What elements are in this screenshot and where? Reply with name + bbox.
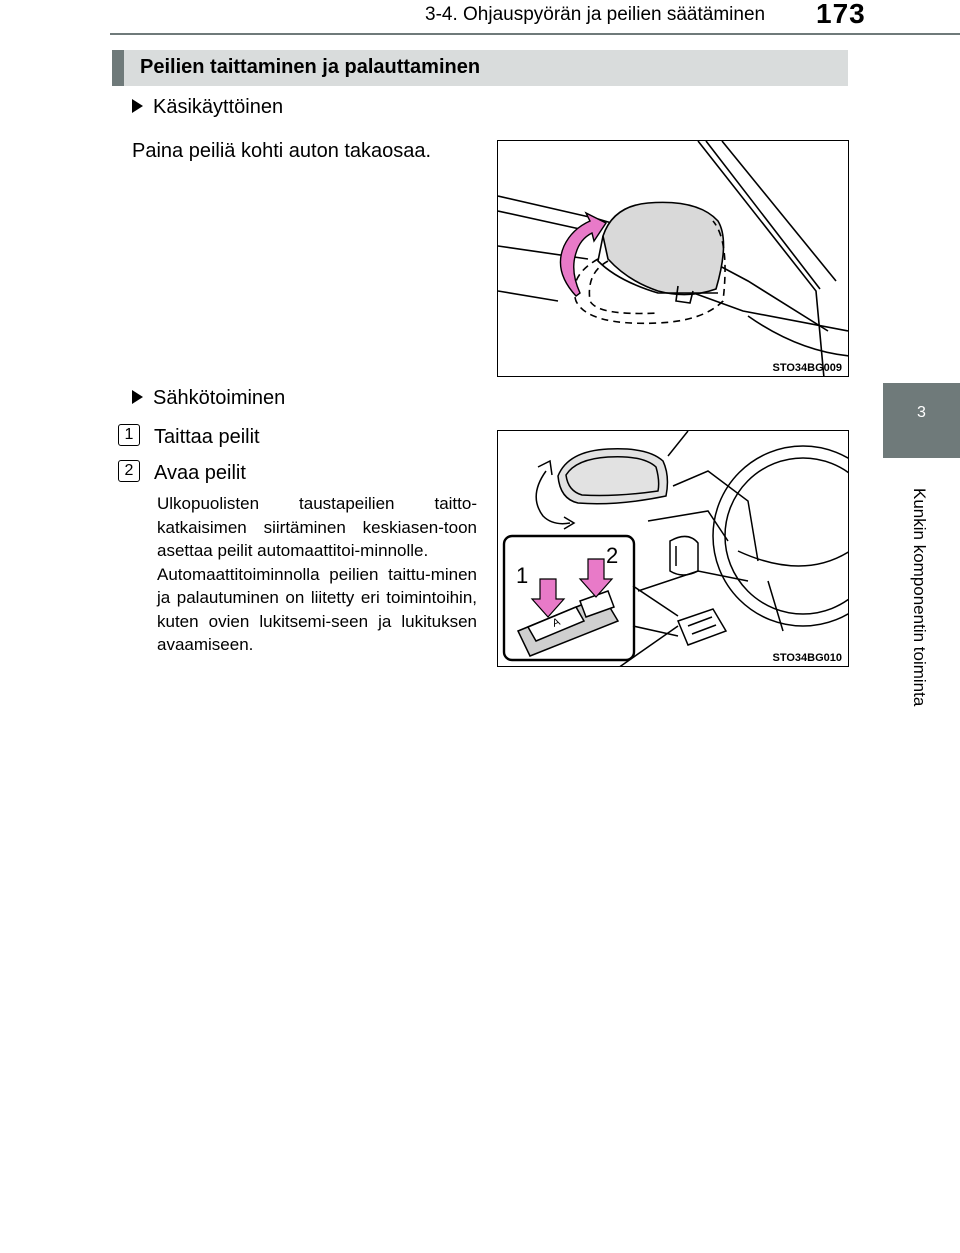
chapter-tab-label: Kunkin komponentin toiminta: [910, 488, 929, 707]
callout-number: 1: [516, 563, 529, 588]
electric-mirror-figure: [497, 430, 849, 667]
description-paragraph: Ulkopuolisten taustapeilien taitto-katkaisimen siirtäminen keskiasen-toon asettaa peilit automaattitoi-minnolle.: [157, 494, 477, 560]
electric-switch-illustration: [498, 431, 849, 667]
triangle-bullet-icon: [132, 390, 143, 404]
list-item: 1 Taittaa peilit: [118, 426, 260, 449]
electric-heading: Sähkötoiminen: [132, 387, 285, 410]
callout-number: 2: [606, 543, 619, 568]
manual-mirror-figure: [497, 140, 849, 377]
chapter-title: 3-4. Ohjauspyörän ja peilien säätäminen: [425, 4, 766, 25]
manual-heading: Käsikäyttöinen: [132, 96, 283, 119]
number-badge: 2: [118, 460, 140, 482]
list-item: 2 Avaa peilit: [118, 462, 246, 485]
figure-code: STO34BG010: [772, 652, 842, 664]
page-number: 173: [816, 0, 866, 29]
number-badge: 1: [118, 424, 140, 446]
description-paragraph: Automaattitoiminnolla peilien taittu-minen ja palautuminen on liitetty eri toimintoihin, kuten ovien lukitsemi-seen ja lukituksen avaamiseen.: [157, 564, 477, 654]
electric-description: [157, 492, 477, 657]
header-rule: [110, 33, 960, 35]
triangle-bullet-icon: [132, 99, 143, 113]
section-title: Peilien taittaminen ja palauttaminen: [140, 56, 481, 78]
chapter-tab: [883, 460, 960, 760]
chapter-tab-number: 3: [883, 383, 960, 458]
page-header: [0, 0, 960, 40]
manual-mirror-illustration: [498, 141, 849, 377]
figure-code: STO34BG009: [772, 362, 842, 374]
manual-instruction: Paina peiliä kohti auton takaosaa.: [132, 140, 432, 162]
section-header: [112, 50, 848, 86]
switch-letter: A: [550, 615, 562, 630]
